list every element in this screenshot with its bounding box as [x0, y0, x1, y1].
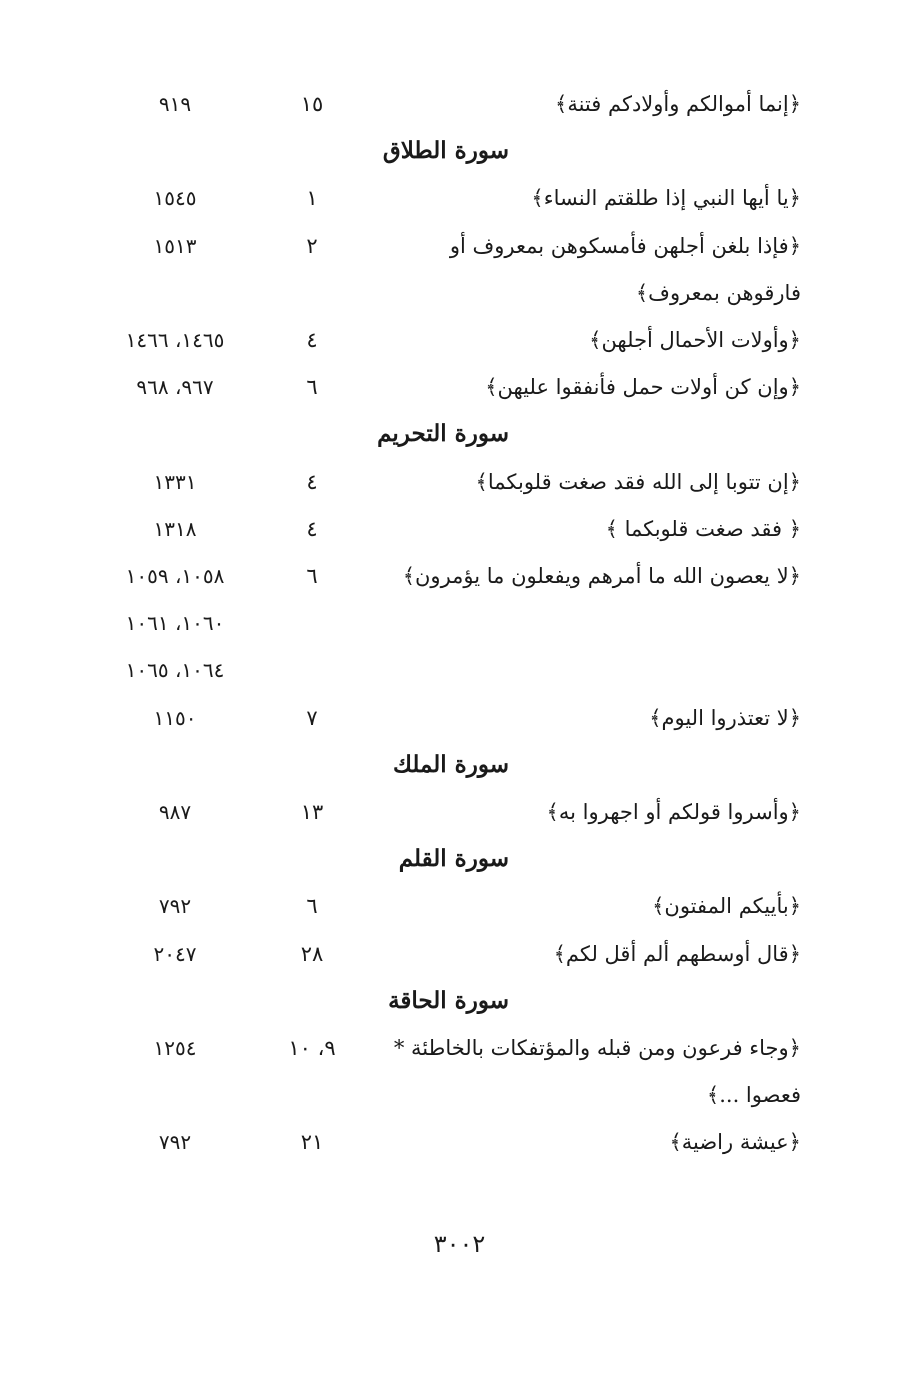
page-reference: ١٥١٣	[153, 233, 197, 258]
page-reference: ٩٦٧، ٩٦٨	[136, 375, 214, 400]
ayah-number: ٤	[306, 516, 318, 541]
verse-text: ﴿قال أوسطهم ألم أقل لكم﴾	[553, 941, 801, 966]
page-reference: ١٢٥٤	[153, 1036, 197, 1060]
ayah-number: ٩، ١٠	[288, 1036, 336, 1060]
verse-row	[0, 698, 919, 738]
verse-text: ﴿عيشة راضية﴾	[669, 1130, 801, 1155]
ayah-number: ٦	[306, 894, 318, 919]
surah-heading-row	[0, 981, 919, 1021]
verse-text: ﴿لا يعصون الله ما أمرهم ويفعلون ما يؤمرون﴾	[402, 564, 801, 588]
verse-text: ﴿بأييكم المفتون﴾	[652, 894, 801, 919]
verse-row	[0, 1028, 919, 1068]
ayah-number: ٢١	[300, 1130, 324, 1155]
verse-text: فعصوا ...﴾	[706, 1083, 801, 1108]
surah-heading-row	[0, 745, 919, 785]
page-reference: ١٣٣١	[153, 469, 197, 494]
verse-row	[0, 509, 919, 549]
page-reference: ١٣١٨	[153, 516, 197, 541]
page-reference: ٩٨٧	[158, 800, 192, 824]
page-reference: ٩١٩	[158, 92, 192, 116]
surah-heading: سورة الطلاق	[382, 137, 509, 165]
surah-heading: سورة الحاقة	[388, 986, 509, 1014]
page-number: ٣٠٠٢	[433, 1230, 486, 1258]
verse-text: ﴿وأولات الأحمال أجلهن﴾	[589, 328, 801, 352]
verse-text: ﴿وجاء فرعون ومن قبله والمؤتفكات بالخاطئة *	[393, 1036, 801, 1060]
ayah-number: ٤	[306, 328, 318, 352]
verse-row	[0, 603, 919, 643]
verse-row	[0, 273, 919, 313]
page-reference: ١٠٦٠، ١٠٦١	[125, 611, 225, 636]
verse-row	[0, 1075, 919, 1115]
page-reference: ٢٠٤٧	[153, 941, 197, 966]
surah-heading: سورة القلم	[398, 845, 509, 873]
verse-row	[0, 886, 919, 926]
page-reference: ١٤٦٥، ١٤٦٦	[125, 328, 225, 352]
page-reference: ١٠٥٨، ١٠٥٩	[125, 564, 225, 588]
ayah-number: ٧	[306, 705, 318, 730]
ayah-number: ١٣	[300, 800, 324, 824]
verse-text: ﴿لا تعتذروا اليوم﴾	[649, 705, 801, 730]
verse-row	[0, 320, 919, 360]
verse-row	[0, 1122, 919, 1162]
verse-text: ﴿ فقد صغت قلوبكما ﴾	[605, 516, 801, 541]
page-reference: ١٠٦٤، ١٠٦٥	[125, 658, 225, 683]
page-reference: ٧٩٢	[158, 894, 192, 919]
verse-text: ﴿يا أيها النبي إذا طلقتم النساء﴾	[531, 186, 801, 211]
verse-row	[0, 792, 919, 832]
surah-heading: سورة التحريم	[377, 420, 509, 448]
surah-heading-row	[0, 414, 919, 454]
ayah-number: ٦	[306, 564, 318, 588]
verse-row	[0, 650, 919, 690]
verse-text: ﴿وأسروا قولكم أو اجهروا به﴾	[546, 800, 801, 824]
verse-row	[0, 934, 919, 974]
page-reference: ٧٩٢	[158, 1130, 192, 1155]
verse-text: ﴿وإن كن أولات حمل فأنفقوا عليهن﴾	[485, 375, 801, 400]
verse-row	[0, 84, 919, 124]
verse-text: ﴿إن تتوبا إلى الله فقد صغت قلوبكما﴾	[475, 469, 801, 494]
verse-row	[0, 367, 919, 407]
surah-heading-row	[0, 131, 919, 171]
verse-row	[0, 556, 919, 596]
page-reference: ١١٥٠	[153, 705, 197, 730]
verse-text: ﴿إنما أموالكم وأولادكم فتنة﴾	[555, 92, 801, 116]
verse-text: فارقوهن بمعروف﴾	[635, 280, 801, 305]
page-reference: ١٥٤٥	[153, 186, 197, 211]
verse-row	[0, 226, 919, 266]
ayah-number: ١	[306, 186, 318, 211]
ayah-number: ٢	[306, 233, 318, 258]
surah-heading: سورة الملك	[392, 750, 509, 778]
verse-text: ﴿فإذا بلغن أجلهن فأمسكوهن بمعروف أو	[449, 233, 801, 258]
ayah-number: ٦	[306, 375, 318, 400]
verse-row	[0, 178, 919, 218]
surah-heading-row	[0, 839, 919, 879]
verse-row	[0, 462, 919, 502]
ayah-number: ٢٨	[300, 941, 324, 966]
ayah-number: ٤	[306, 469, 318, 494]
ayah-number: ١٥	[300, 92, 324, 116]
